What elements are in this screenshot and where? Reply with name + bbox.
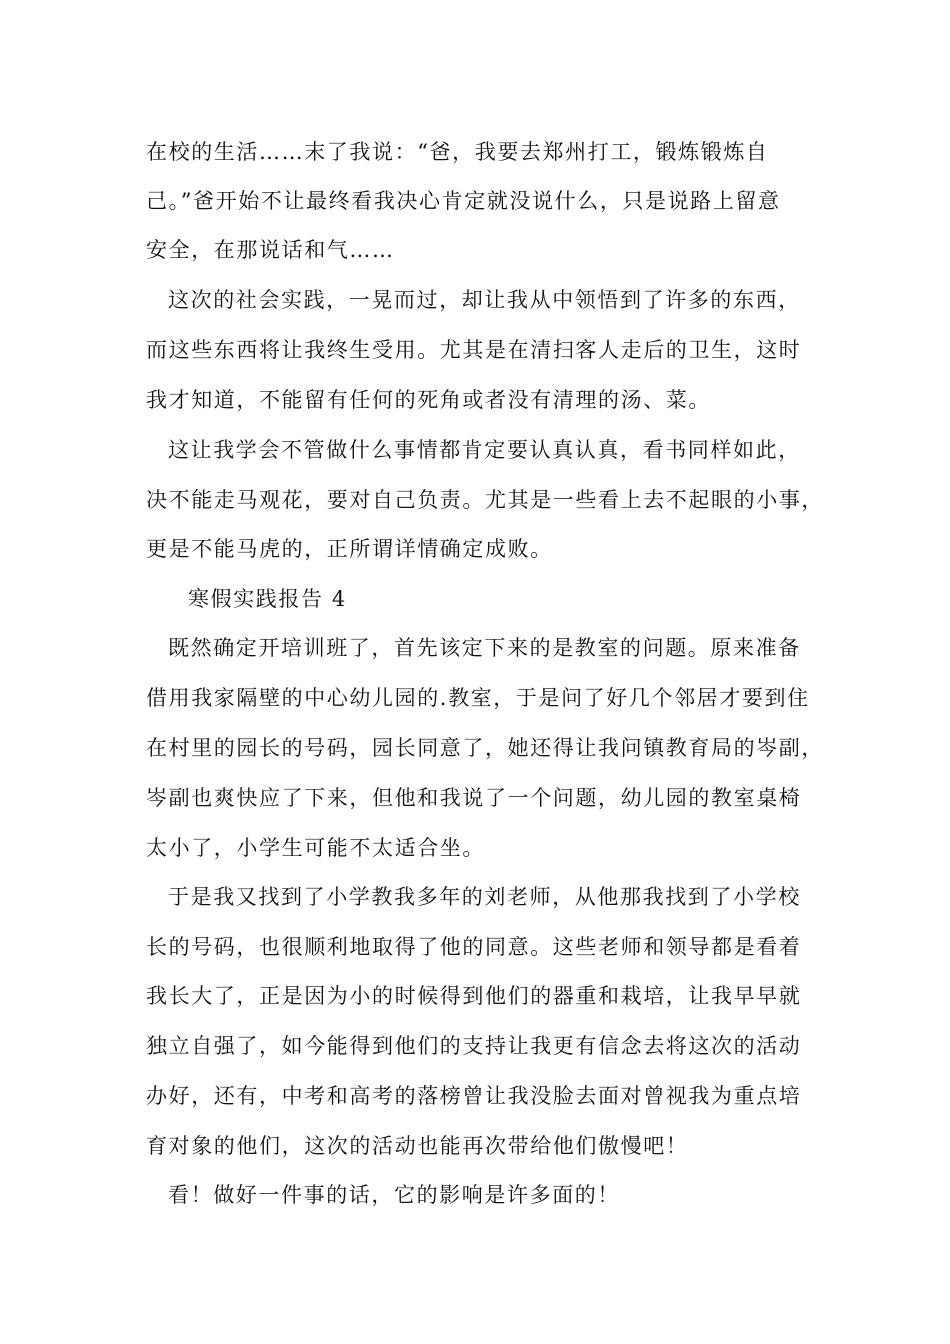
paragraph-line: 而这些东西将让我终生受用。尤其是在清扫客人走后的卫生，这时 xyxy=(146,338,802,362)
paragraph-line: 既然确定开培训班了，首先该定下来的是教室的问题。原来准备 xyxy=(168,636,801,660)
paragraph-line: 这让我学会不管做什么事情都肯定要认真认真，看书同样如此， xyxy=(168,438,801,462)
section-heading: 寒假实践报告 4 xyxy=(188,587,347,611)
paragraph-line: 太小了，小学生可能不太适合坐。 xyxy=(146,836,485,860)
paragraph-line: 育对象的他们，这次的活动也能再次带给他们傲慢吧！ xyxy=(146,1134,689,1158)
paragraph-line: 独立自强了，如今能得到他们的支持让我更有信念去将这次的活动 xyxy=(146,1034,802,1058)
paragraph-line: 长的号码，也很顺利地取得了他的同意。这些老师和领导都是看着 xyxy=(146,935,802,959)
paragraph-line: 办好，还有，中考和高考的落榜曾让我没脸去面对曾视我为重点培 xyxy=(146,1084,802,1108)
paragraph-line: 我才知道，不能留有任何的死角或者没有清理的汤、菜。 xyxy=(146,388,711,412)
paragraph-line: 在村里的园长的号码，园长同意了，她还得让我问镇教育局的岑副， xyxy=(146,736,824,760)
paragraph-line: 于是我又找到了小学教我多年的刘老师，从他那我找到了小学校 xyxy=(168,885,801,909)
paragraph-line: 借用我家隔壁的中心幼儿园的.教室，于是问了好几个邻居才要到住 xyxy=(146,686,810,710)
paragraph-line: 更是不能马虎的，正所谓详情确定成败。 xyxy=(146,537,553,561)
paragraph-line: 己。”爸开始不让最终看我决心肯定就没说什么，只是说路上留意 xyxy=(146,189,781,213)
paragraph-line: 看！做好一件事的话，它的影响是许多面的！ xyxy=(168,1183,620,1207)
paragraph-line: 这次的社会实践，一晃而过，却让我从中领悟到了许多的东西， xyxy=(168,288,801,312)
paragraph-line: 我长大了，正是因为小的时候得到他们的器重和栽培，让我早早就 xyxy=(146,984,802,1008)
paragraph-line: 在校的生活……末了我说：“爸，我要去郑州打工，锻炼锻炼自 xyxy=(146,140,769,164)
paragraph-line: 安全，在那说话和气…… xyxy=(146,238,395,262)
paragraph-line: 岑副也爽快应了下来，但他和我说了一个问题，幼儿园的教室桌椅 xyxy=(146,786,802,810)
paragraph-line: 决不能走马观花，要对自己负责。尤其是一些看上去不起眼的小事， xyxy=(146,488,824,512)
